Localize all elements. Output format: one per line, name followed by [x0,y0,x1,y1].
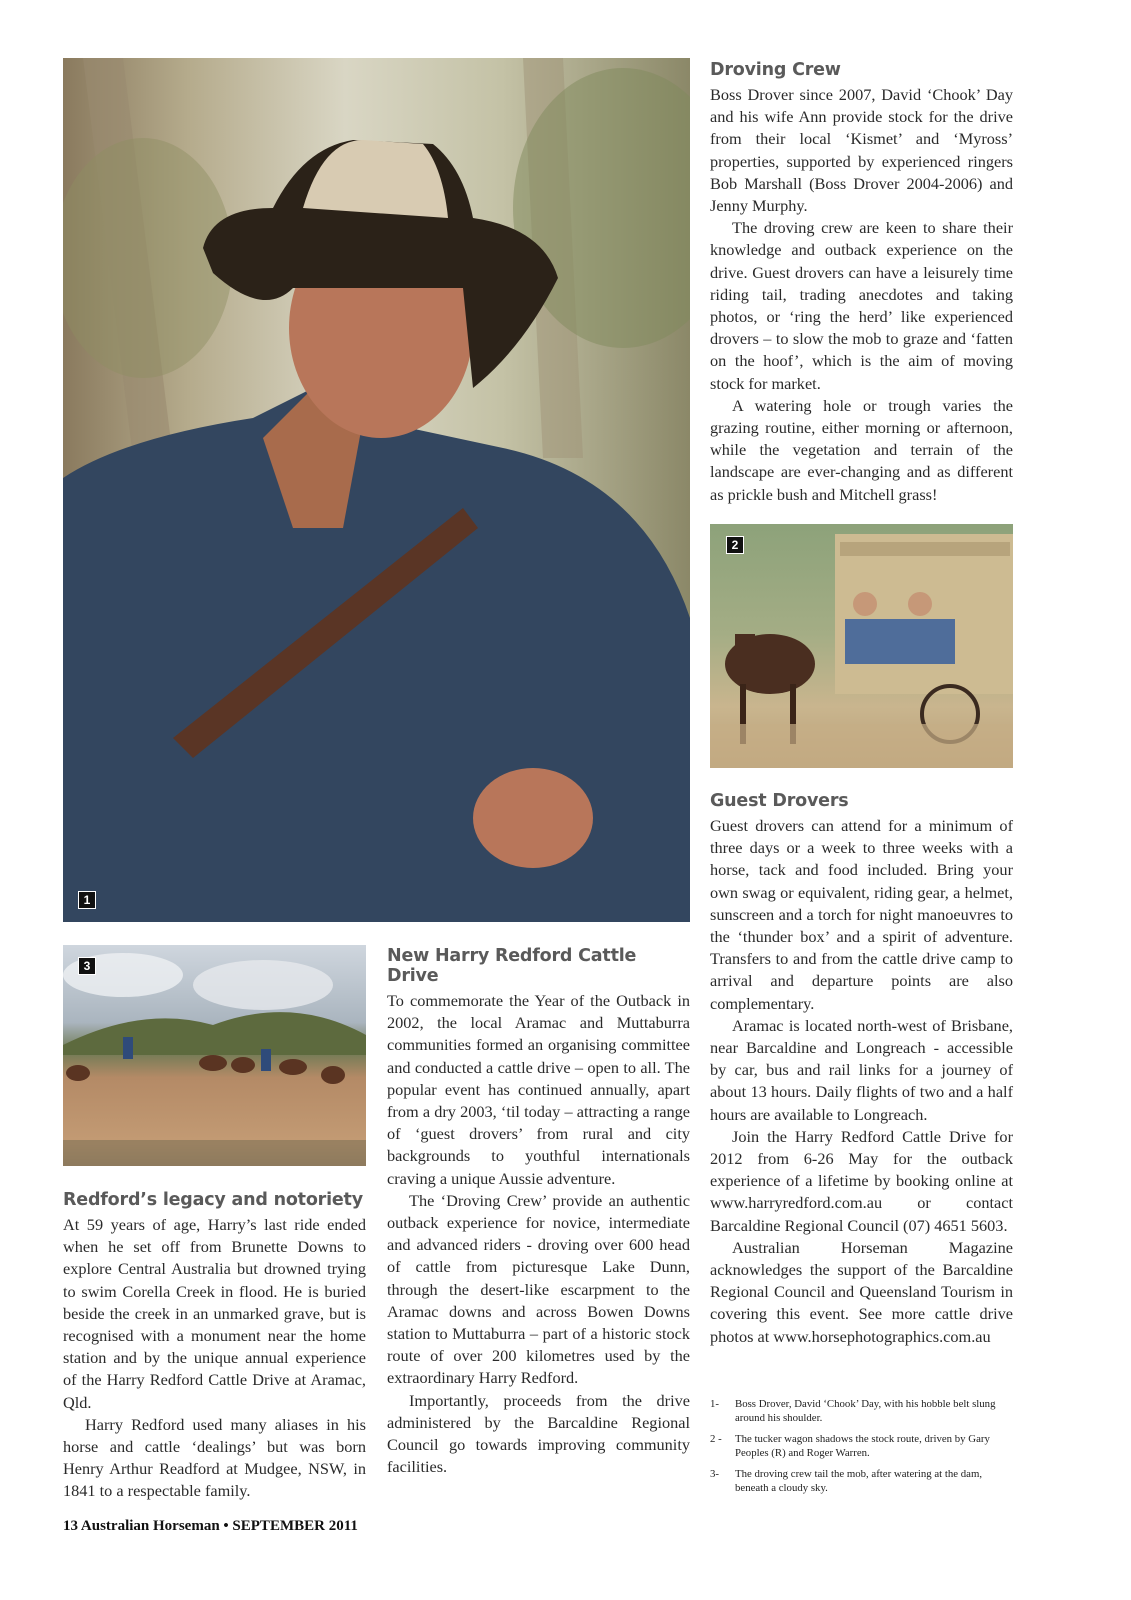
paragraph: Australian Horseman Magazine acknowledges the support of the Barcaldine Regional Council and Queensland Tourism in covering this event. See more cattle drive photos at www.horsephotographics.com.au [710,1237,1013,1346]
paragraph: The droving crew are keen to share their knowledge and outback experience on the drive. Guest drovers can have a leisurely time riding tail, trading anecdotes and taking photos, or ‘ring the herd’ like experienced drovers – to slow the mob to graze and ‘fatten on the hoof’, which is the aim of moving stock for market. [710,218,1013,393]
paragraph: At 59 years of age, Harry’s last ride ended when he set off from Brunette Downs to explore Central Australia but drowned trying to swim Corella Creek in flood. He is buried beside the creek in an unmarked grave, but is recognised with a monument near the home station and by the unique annual experience of the Harry Redford Cattle Drive at Aramac, Qld. [63,1215,366,1412]
section-new-cattle-drive [387,946,690,1478]
paragraph: Guest drovers can attend for a minimum of three days or a week to three weeks with a horse, tack and food included. Bring your own swag or equivalent, riding gear, a helmet, sunscreen and a torch for night manoeuvres to the ‘thunder box’ and a spirit of adventure. Transfers to and from the cattle drive camp to arrival and departure points are also complementary. [710,816,1013,1013]
section-heading: Droving Crew [710,60,841,80]
paragraph: Importantly, proceeds from the drive administered by the Barcaldine Regional Council go towards improving community facilities. [387,1390,690,1477]
photo-tucker-wagon [710,524,1013,768]
photo-number-badge: 3 [78,957,96,975]
paragraph: Boss Drover since 2007, David ‘Chook’ Day and his wife Ann provide stock for the drive from their local ‘Kismet’ and ‘Myross’ properties, supported by experienced ringers Bob Marshall (Boss Drover 2004-2006) and Jenny Murphy. [710,85,1013,216]
caption-text: The droving crew tail the mob, after watering at the dam, beneath a cloudy sky. [735,1468,983,1494]
caption-item [710,1467,1010,1495]
caption-item [710,1432,1010,1460]
wagon-illustration [710,524,1013,768]
paragraph: Harry Redford used many aliases in his horse and cattle ‘dealings’ but was born Henry Arthur Readford at Mudgee, NSW, in 1841 to a respectable family. [63,1414,366,1501]
photo-captions [710,1397,1010,1502]
section-droving-crew [710,60,1013,506]
paragraph: The ‘Droving Crew’ provide an authentic outback experience for novice, intermediate and advanced riders - droving over 600 head of cattle from picturesque Lake Dunn, through the desert-like escarpment to the Aramac downs and across Bowen Downs station to Muttaburra – part of a historic stock route of over 200 kilometres used by the extraordinary Harry Redford. [387,1190,690,1388]
paragraph: Join the Harry Redford Cattle Drive for 2012 from 6-26 May for the outback experience of a lifetime by booking online at www.harryredford.com.au or contact Barcaldine Regional Council (07) 4651 5603. [710,1126,1013,1235]
caption-item [710,1397,1010,1425]
paragraph: Aramac is located north-west of Brisbane, near Barcaldine and Longreach - accessible by car, bus and rail links for a journey of about 13 hours. Daily flights of two and a half hours are available to Longreach. [710,1015,1013,1124]
caption-number: 3- [710,1468,719,1480]
section-guest-drovers [710,791,1013,1348]
caption-text: The tucker wagon shadows the stock route, driven by Gary Peoples (R) and Roger Warren. [735,1433,990,1459]
photo-boss-drover [63,58,690,922]
photo-number-badge: 1 [78,891,96,909]
paragraph: To commemorate the Year of the Outback in 2002, the local Aramac and Muttaburra communities formed an organising committee and conducted a cattle drive – open to all. The popular event has continued annually, apart from a dry 2003, ‘til today – attracting a range of ‘guest drovers’ from rural and city backgrounds to youthful internationals craving a unique Aussie adventure. [387,991,690,1188]
section-redford-legacy [63,1190,366,1503]
portrait-illustration [63,58,690,922]
page-footer: 13 Australian Horseman • SEPTEMBER 2011 [63,1518,358,1534]
caption-number: 2 - [710,1433,722,1445]
paragraph: A watering hole or trough varies the grazing routine, either morning or afternoon, while the vegetation and terrain of the landscape are ever-changing and as different as prickle bush and Mitchell grass! [710,395,1013,504]
cattle-illustration [63,945,366,1166]
caption-number: 1- [710,1398,719,1410]
photo-number-badge: 2 [726,536,744,554]
caption-text: Boss Drover, David ‘Chook’ Day, with his hobble belt slung around his shoulder. [735,1398,996,1424]
photo-cattle-mob [63,945,366,1166]
section-heading: Guest Drovers [710,791,849,811]
section-heading: New Harry Redford Cattle Drive [387,946,637,986]
section-heading: Redford’s legacy and notoriety [63,1190,363,1210]
